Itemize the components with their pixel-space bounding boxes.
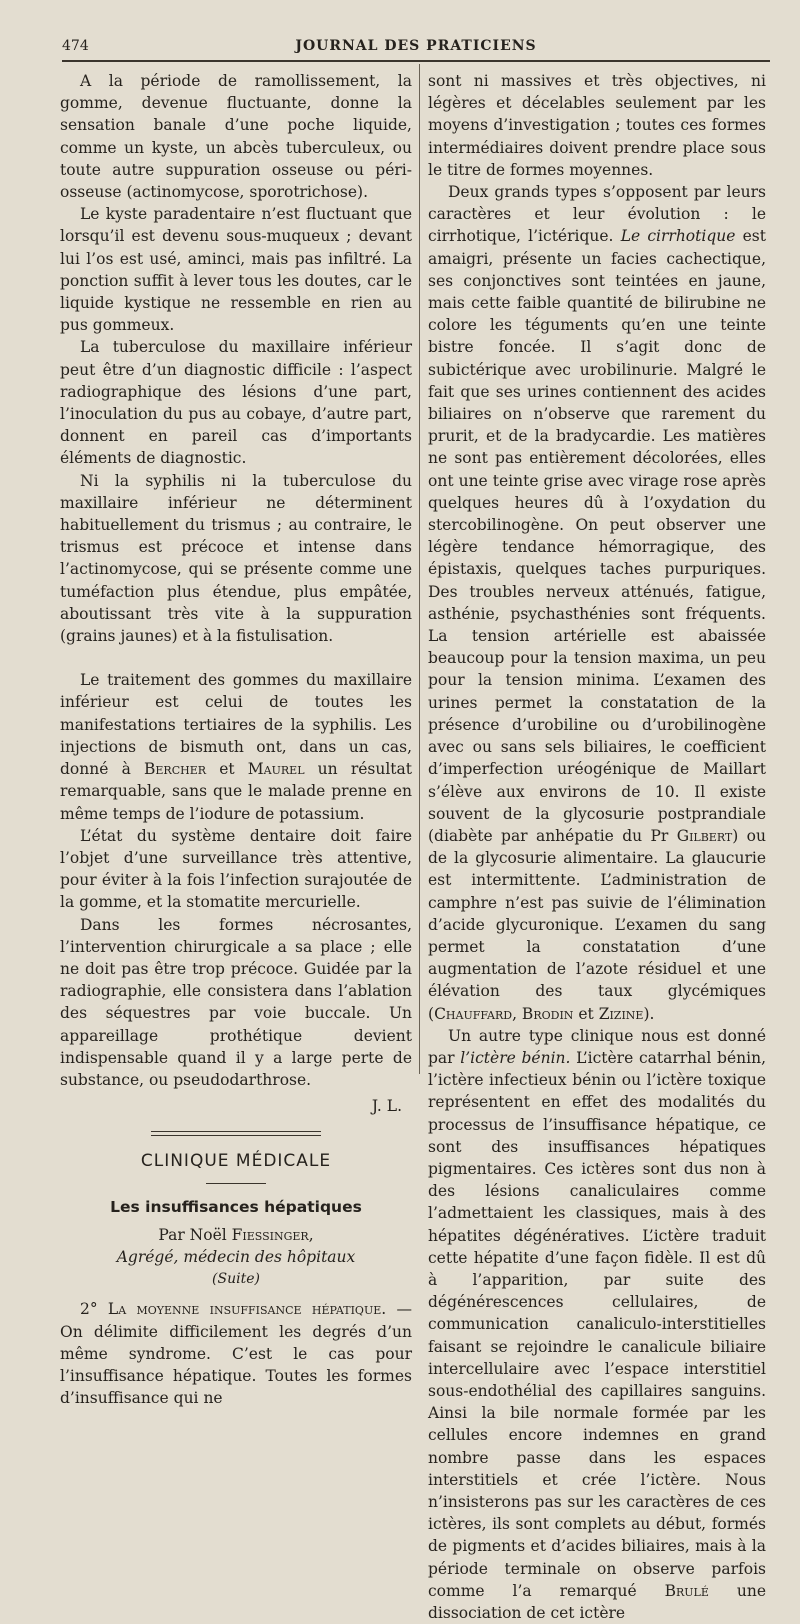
- term-ictere-benin: l’ictère bénin.: [460, 1048, 571, 1067]
- journal-title: JOURNAL DES PRATICIENS: [295, 38, 537, 54]
- right-column: [428, 70, 766, 1624]
- paragraph-ictere-benin: Un autre type clinique nous est donné par l’ictère bénin. L’ictère catarrhal bénin, l’ictère infectieux bénin ou l’ictère toxique représentent en effet des modalités du processus de l’insuffisance hépatique, ce sont des insuffisances hépatiques pigmentaires. Ces ictères sont dus non à des lésions canaliculaires comme l’admettaient les classiques, mais à des hépatites dégénératives. L’ictère traduit cette hépatite d’une façon fidèle. Il est dû à l’apparition, par suite des dégénérescences cellulaires, de communication canaliculo-interstitielles faisant se rejoindre le canalicule biliaire intercellulaire avec l’espace interstitiel sous-endothélial des capillaires sanguins. Ainsi la bile normale formée par les cellules encore indemnes en grand nombre passe dans les espaces interstitiels et crée l’ictère. Nous n’insisterons pas sur les caractères de ces ictères, ils sont complets au début, formés de pigments et d’acides biliaires, mais à la période terminale on observe parfois comme l’a remarqué Brulé une dissociation de cet ictère: [428, 1026, 766, 1623]
- subsection-heading: 2° La moyenne insuffisance hépatique.: [80, 1300, 387, 1319]
- paragraph-systeme-dentaire: L’état du système dentaire doit faire l’objet d’une surveillance très attentive, pour éviter à la fois l’infection surajoutée de la gomme, et la stomatite mercurielle.: [60, 826, 412, 912]
- section-title: CLINIQUE MÉDICALE: [140, 1151, 332, 1172]
- article-title: Les insuffisances hépatiques: [110, 1197, 362, 1216]
- section-rule-short: [206, 1183, 266, 1184]
- paragraph-ramollissement: A la période de ramollissement, la gomme, devenue fluctuante, donne la sensation banale d’une poche liquide, comme un kyste, un abcès tuberculeux, ou toute autre suppuration osseuse ou péri-osseuse (actinomycose, sporotrichose).: [60, 72, 412, 202]
- paragraph-deux-types: Deux grands types s’opposent par leurs caractères et leur évolution : le cirrhotique, l’ictérique. Le cirrhotique est amaigri, présente un facies cachectique, ses conjonctives sont teintées en jaune, mais cette faible quantité de bilirubine ne colore les téguments qu’en une teinte bistre foncée. Il s’agit donc de subictérique avec urobilinurie. Malgré le fait que ses urines contiennent des acides biliaires on n’observe que rarement du prurit, et de la bradycardie. Les matières ne sont pas entièrement décolorées, elles ont une teinte grise avec virage rose après quelques heures dû à l’oxydation du stercobilinogène. On peut observer une légère tendance hémorragique, des épistaxis, quelques taches purpuriques. Des troubles nerveux atténués, fatigue, asthénie, psychasthénies sont fréquents. La tension artérielle est abaissée beaucoup pour la tension maxima, un peu pour la tension minima. L’examen des urines permet la constatation de la présence d’urobiline ou d’urobilinogène avec ou sans sels biliaires, le coefficient d’imperfection uréogénique de Maillart s’élève aux environs de 10. Il existe souvent de la glycosurie postprandiale (diabète par anhépatie du Pr Gilbert) ou de la glycosurie alimentaire. La glaucurie est intermittente. L’administration de camphre n’est pas suivie de l’élimination d’acide glycuronique. L’examen du sang permet la constatation d’une augmentation de l’azote résiduel et une élévation des taux glycémiques (Chauffard, Brodin et Zizine).: [428, 183, 766, 1023]
- author-names-chauffard-brodin: Chauffard, Brodin: [434, 1004, 574, 1023]
- signature: J. L.: [371, 1097, 402, 1116]
- left-column: [60, 70, 412, 1409]
- author-name-brule: Brulé: [664, 1581, 709, 1600]
- article-author: Par Noël Fiessinger,: [158, 1225, 314, 1244]
- section-rule: [151, 1131, 321, 1136]
- paragraph-traitement: Le traitement des gommes du maxillaire inférieur est celui de toutes les manifestations tertiaires de la syphilis. Les injections de bismuth ont, dans un cas, donné à Bercher et Maurel un résultat remarquable, sans que le malade prenne en même temps de l’iodure de potassium.: [60, 671, 412, 823]
- author-name-zizine: Zizine: [598, 1004, 644, 1023]
- paragraph-moyenne-insuffisance: 2° La moyenne insuffisance hépatique. — On délimite difficilement les degrés d’un même syndrome. C’est le cas pour l’insuffisance hépatique. Toutes les formes d’insuffisance qui ne: [60, 1300, 412, 1408]
- term-cirrhotique: Le cirrhotique: [620, 227, 736, 246]
- paragraph-formes-necrosantes: Dans les formes nécrosantes, l’intervention chirurgicale a sa place ; elle ne doit pas être trop précoce. Guidée par la radiographie, elle consistera dans l’ablation des séquestres par voie buccale. Un appareillage prothétique devient indispensable quand il y a large perte de substance, ou pseudodarthrose.: [60, 915, 412, 1089]
- paragraph-kyste: Le kyste paradentaire n’est fluctuant que lorsqu’il est devenu sous-muqueux ; devant lui l’os est usé, aminci, mais pas infiltré. La ponction suffit à lever tous les doutes, car le liquide kystique ne ressemble en rien au pus gommeux.: [60, 205, 412, 335]
- paragraph-formes-moyennes: sont ni massives et très objectives, ni légères et décelables seulement par les moyens d’investigation ; toutes ces formes intermédiaires doivent prendre place sous le titre de formes moyennes.: [428, 72, 766, 179]
- page-header: [62, 34, 770, 60]
- paragraph-tuberculose: La tuberculose du maxillaire inférieur peut être d’un diagnostic difficile : l’aspect radiographique des lésions d’une part, l’inoculation du pus au cobaye, d’autre part, donnent en pareil cas d’importants éléments de diagnostic.: [60, 338, 412, 468]
- author-name: Fiessinger,: [231, 1225, 314, 1244]
- paragraph-gap: [60, 647, 412, 669]
- author-name-maurel: Maurel: [247, 760, 305, 779]
- author-name-bercher: Bercher: [144, 760, 207, 779]
- author-role: Agrégé, médecin des hôpitaux: [116, 1247, 356, 1266]
- header-rule: [62, 60, 770, 62]
- paragraph-syphilis-trismus: Ni la syphilis ni la tuberculose du maxillaire inférieur ne déterminent habituellement du trismus ; au contraire, le trismus est précoce et intense dans l’actinomycose, qui se présente comme une tuméfaction plus étendue, plus empâtée, aboutissant très vite à la suppuration (grains jaunes) et à la fistulisation.: [60, 471, 412, 646]
- page-number: 474: [62, 38, 89, 54]
- suite-label: (Suite): [212, 1271, 260, 1288]
- column-divider: [419, 64, 420, 1074]
- author-name-gilbert: Gilbert: [676, 826, 733, 845]
